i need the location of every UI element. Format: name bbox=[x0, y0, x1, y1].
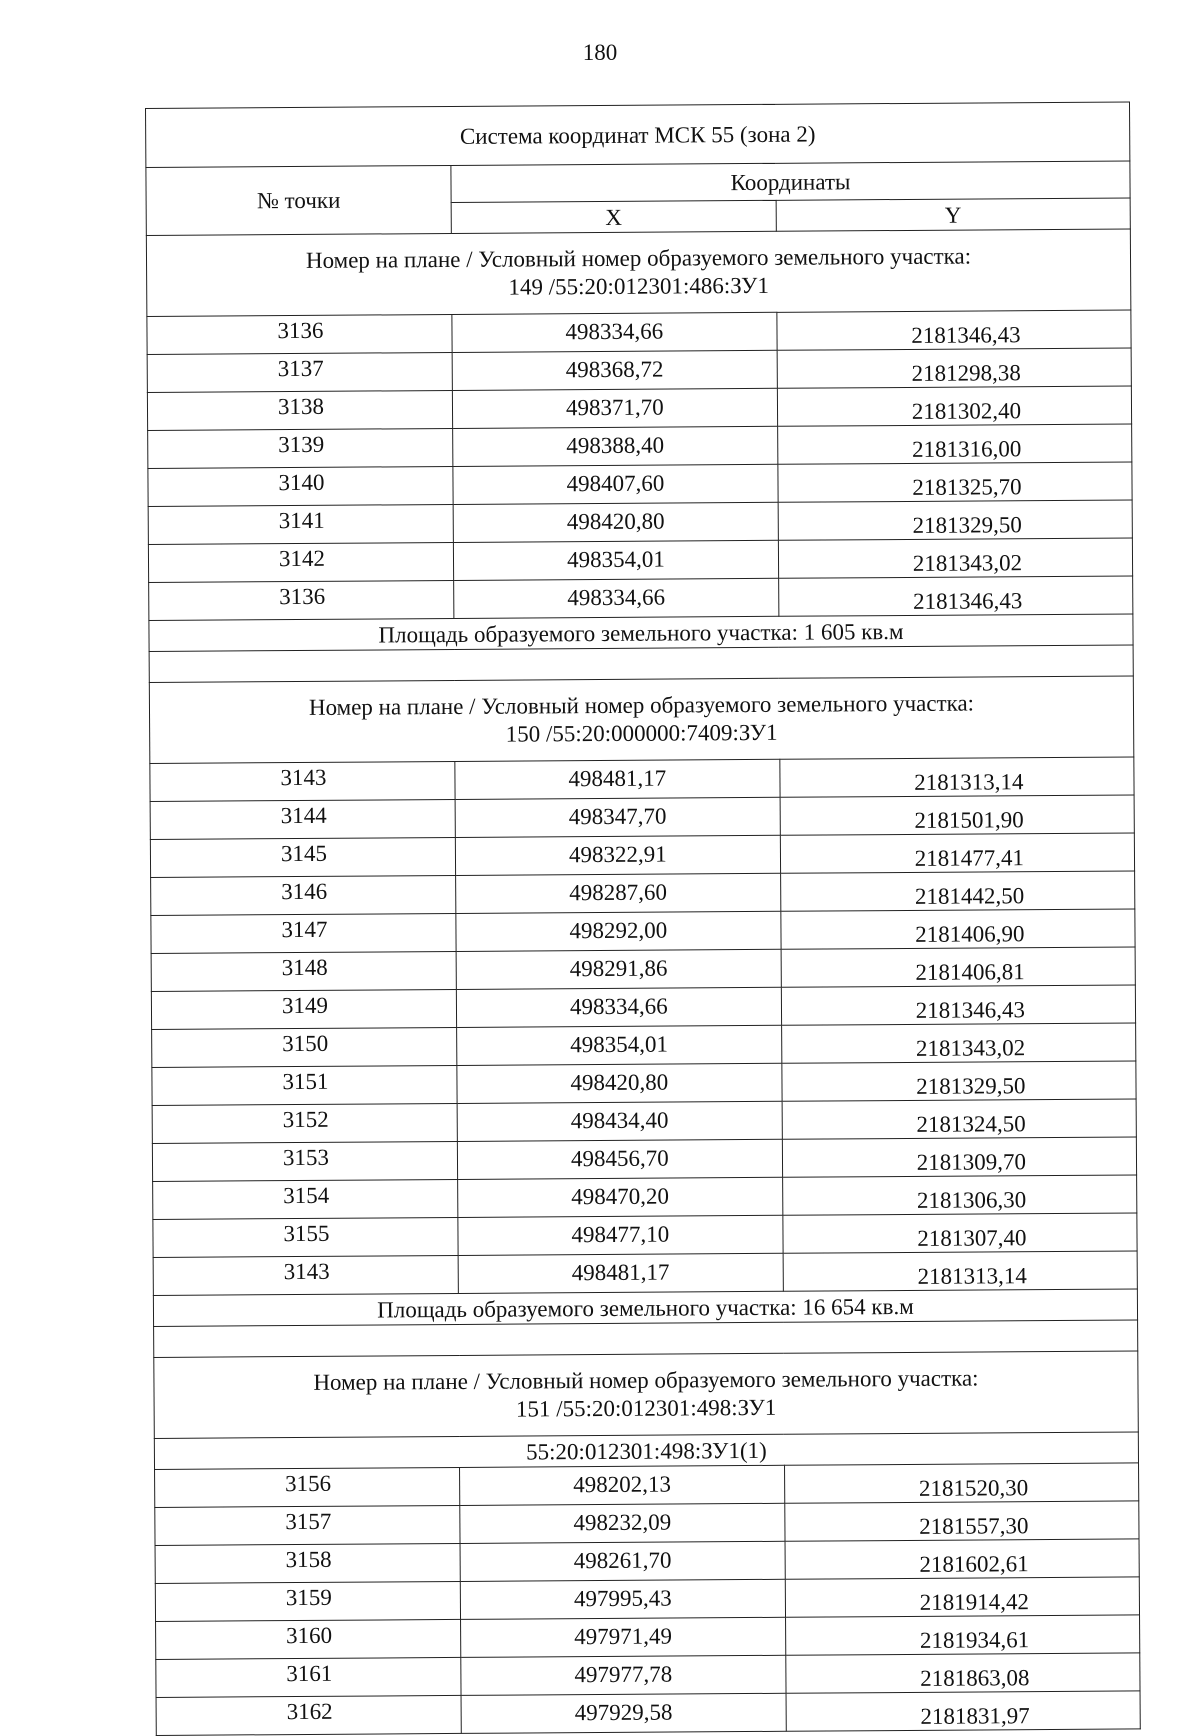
x-coordinate-cell: 498354,01 bbox=[457, 1025, 782, 1065]
table-row bbox=[148, 424, 1132, 469]
plot-header bbox=[146, 229, 1131, 317]
y-header: Y bbox=[776, 198, 1130, 231]
point-number-cell: 3144 bbox=[150, 799, 455, 839]
table-row bbox=[148, 462, 1132, 507]
plot-subtitle: 55:20:012301:498:ЗУ1(1) bbox=[154, 1432, 1138, 1470]
table-row bbox=[150, 833, 1134, 878]
y-coordinate-cell: 2181346,43 bbox=[778, 576, 1132, 616]
plot-area: Площадь образуемого земельного участка: 1 605 кв.м bbox=[149, 614, 1133, 652]
x-coordinate-cell: 498477,10 bbox=[458, 1215, 783, 1255]
point-number-cell: 3153 bbox=[152, 1141, 457, 1181]
plot-header-row bbox=[149, 676, 1134, 764]
point-number-cell: 3143 bbox=[150, 761, 455, 801]
point-number-cell: 3160 bbox=[156, 1619, 461, 1659]
point-number-cell: 3159 bbox=[155, 1581, 460, 1621]
point-number-cell: 3143 bbox=[153, 1255, 458, 1295]
table-row bbox=[156, 1691, 1140, 1736]
y-coordinate-cell: 2181316,00 bbox=[777, 424, 1131, 464]
point-number-cell: 3155 bbox=[153, 1217, 458, 1257]
y-coordinate-cell: 2181309,70 bbox=[782, 1137, 1136, 1177]
point-number-cell: 3157 bbox=[155, 1505, 460, 1545]
point-number-cell: 3162 bbox=[156, 1695, 461, 1735]
point-number-cell: 3154 bbox=[153, 1179, 458, 1219]
table-row bbox=[151, 947, 1135, 992]
point-number-cell: 3145 bbox=[150, 837, 455, 877]
plot-title-line1: Номер на плане / Условный номер образуемого земельного участка: bbox=[313, 1365, 979, 1396]
plot-area: Площадь образуемого земельного участка: 16 654 кв.м bbox=[153, 1289, 1137, 1327]
plot-header-row bbox=[146, 229, 1131, 317]
x-coordinate-cell: 498407,60 bbox=[453, 464, 778, 504]
coordinates-header: Координаты bbox=[451, 161, 1130, 203]
plot-title-line2: 149 /55:20:012301:486:ЗУ1 bbox=[508, 272, 769, 300]
x-coordinate-cell: 498481,17 bbox=[455, 759, 780, 799]
table-row bbox=[151, 985, 1135, 1030]
x-coordinate-cell: 498291,86 bbox=[456, 949, 781, 989]
table-row bbox=[147, 310, 1131, 355]
x-coordinate-cell: 498420,80 bbox=[457, 1063, 782, 1103]
x-coordinate-cell: 498232,09 bbox=[460, 1503, 785, 1543]
point-number-cell: 3137 bbox=[147, 352, 452, 392]
x-coordinate-cell: 498334,66 bbox=[452, 312, 777, 352]
point-number-cell: 3152 bbox=[152, 1103, 457, 1143]
point-number-cell: 3156 bbox=[155, 1467, 460, 1507]
point-number-cell: 3146 bbox=[151, 875, 456, 915]
point-number-cell: 3140 bbox=[148, 466, 453, 506]
y-coordinate-cell: 2181406,90 bbox=[781, 909, 1135, 949]
x-coordinate-cell: 497929,58 bbox=[461, 1693, 786, 1733]
plot-title-line2: 151 /55:20:012301:498:ЗУ1 bbox=[515, 1394, 777, 1422]
coordinates-table-body bbox=[146, 102, 1141, 1735]
y-coordinate-cell: 2181307,40 bbox=[783, 1213, 1137, 1253]
point-number-cell: 3141 bbox=[148, 504, 453, 544]
table-row bbox=[150, 795, 1134, 840]
table-row bbox=[151, 909, 1135, 954]
table-row bbox=[153, 1175, 1137, 1220]
table-row bbox=[155, 1501, 1139, 1546]
y-coordinate-cell: 2181329,50 bbox=[778, 500, 1132, 540]
plot-title-line2: 150 /55:20:000000:7409:ЗУ1 bbox=[505, 719, 778, 747]
x-coordinate-cell: 498322,91 bbox=[455, 835, 780, 875]
system-title-row bbox=[146, 102, 1130, 168]
table-row bbox=[148, 500, 1132, 545]
point-number-cell: 3147 bbox=[151, 913, 456, 953]
point-number-cell: 3151 bbox=[152, 1065, 457, 1105]
table-row bbox=[147, 386, 1131, 431]
point-number-cell: 3142 bbox=[148, 542, 453, 582]
y-coordinate-cell: 2181557,30 bbox=[785, 1501, 1139, 1541]
y-coordinate-cell: 2181406,81 bbox=[781, 947, 1135, 987]
x-coordinate-cell: 498261,70 bbox=[460, 1541, 785, 1581]
page-number: 180 bbox=[582, 40, 618, 65]
y-coordinate-cell: 2181298,38 bbox=[777, 348, 1131, 388]
y-coordinate-cell: 2181863,08 bbox=[786, 1653, 1140, 1693]
y-coordinate-cell: 2181934,61 bbox=[785, 1615, 1139, 1655]
table-row bbox=[147, 348, 1131, 393]
x-coordinate-cell: 498334,66 bbox=[456, 987, 781, 1027]
x-coordinate-cell: 497971,49 bbox=[461, 1617, 786, 1657]
table-row bbox=[148, 538, 1132, 583]
x-coordinate-cell: 498388,40 bbox=[453, 426, 778, 466]
y-coordinate-cell: 2181602,61 bbox=[785, 1539, 1139, 1579]
y-coordinate-cell: 2181501,90 bbox=[780, 795, 1134, 835]
table-row bbox=[152, 1137, 1136, 1182]
plot-title-line1: Номер на плане / Условный номер образуемого земельного участка: bbox=[308, 690, 975, 721]
plot-header bbox=[154, 1351, 1139, 1439]
x-coordinate-cell: 498292,00 bbox=[456, 911, 781, 951]
point-number-cell: 3138 bbox=[147, 390, 452, 430]
point-number-cell: 3150 bbox=[152, 1027, 457, 1067]
y-coordinate-cell: 2181343,02 bbox=[778, 538, 1132, 578]
x-coordinate-cell: 498202,13 bbox=[460, 1465, 785, 1505]
x-coordinate-cell: 498287,60 bbox=[456, 873, 781, 913]
y-coordinate-cell: 2181914,42 bbox=[785, 1577, 1139, 1617]
table-row bbox=[149, 576, 1133, 621]
x-coordinate-cell: 498371,70 bbox=[452, 388, 777, 428]
x-coordinate-cell: 498434,40 bbox=[457, 1101, 782, 1141]
y-coordinate-cell: 2181442,50 bbox=[780, 871, 1134, 911]
y-coordinate-cell: 2181313,14 bbox=[780, 757, 1134, 797]
x-coordinate-cell: 497977,78 bbox=[461, 1655, 786, 1695]
table-row bbox=[150, 757, 1134, 802]
table-row bbox=[153, 1251, 1137, 1296]
y-coordinate-cell: 2181343,02 bbox=[781, 1023, 1135, 1063]
y-coordinate-cell: 2181306,30 bbox=[782, 1175, 1136, 1215]
table-row bbox=[152, 1061, 1136, 1106]
x-coordinate-cell: 498347,70 bbox=[455, 797, 780, 837]
point-number-cell: 3136 bbox=[147, 314, 452, 354]
plot-header-row bbox=[154, 1351, 1139, 1439]
point-number-cell: 3158 bbox=[155, 1543, 460, 1583]
y-coordinate-cell: 2181520,30 bbox=[784, 1463, 1138, 1503]
table-row bbox=[155, 1539, 1139, 1584]
system-title: Система координат МСК 55 (зона 2) bbox=[146, 102, 1130, 168]
table-row bbox=[153, 1213, 1137, 1258]
plot-header bbox=[149, 676, 1134, 764]
y-coordinate-cell: 2181313,14 bbox=[783, 1251, 1137, 1291]
table-row bbox=[155, 1463, 1139, 1508]
coordinates-sheet bbox=[145, 101, 1141, 1735]
x-header: X bbox=[451, 200, 776, 233]
y-coordinate-cell: 2181325,70 bbox=[778, 462, 1132, 502]
point-number-cell: 3161 bbox=[156, 1657, 461, 1697]
x-coordinate-cell: 498456,70 bbox=[457, 1139, 782, 1179]
y-coordinate-cell: 2181477,41 bbox=[780, 833, 1134, 873]
x-coordinate-cell: 498354,01 bbox=[453, 540, 778, 580]
y-coordinate-cell: 2181302,40 bbox=[777, 386, 1131, 426]
table-row bbox=[156, 1615, 1140, 1660]
table-row bbox=[155, 1577, 1139, 1622]
x-coordinate-cell: 498420,80 bbox=[453, 502, 778, 542]
table-row bbox=[151, 871, 1135, 916]
x-coordinate-cell: 498481,17 bbox=[458, 1253, 783, 1293]
x-coordinate-cell: 497995,43 bbox=[460, 1579, 785, 1619]
y-coordinate-cell: 2181831,97 bbox=[786, 1691, 1140, 1731]
table-row bbox=[152, 1099, 1136, 1144]
y-coordinate-cell: 2181346,43 bbox=[781, 985, 1135, 1025]
point-number-header: № точки bbox=[146, 165, 451, 235]
point-number-cell: 3148 bbox=[151, 951, 456, 991]
table-row bbox=[156, 1653, 1140, 1698]
point-number-cell: 3139 bbox=[148, 428, 453, 468]
point-number-cell: 3136 bbox=[149, 580, 454, 620]
point-number-cell: 3149 bbox=[151, 989, 456, 1029]
y-coordinate-cell: 2181329,50 bbox=[782, 1061, 1136, 1101]
y-coordinate-cell: 2181346,43 bbox=[777, 310, 1131, 350]
x-coordinate-cell: 498368,72 bbox=[452, 350, 777, 390]
x-coordinate-cell: 498470,20 bbox=[458, 1177, 783, 1217]
plot-title-line1: Номер на плане / Условный номер образуемого земельного участка: bbox=[305, 243, 972, 274]
y-coordinate-cell: 2181324,50 bbox=[782, 1099, 1136, 1139]
x-coordinate-cell: 498334,66 bbox=[454, 578, 779, 618]
table-row bbox=[152, 1023, 1136, 1068]
coordinates-table bbox=[145, 101, 1141, 1735]
